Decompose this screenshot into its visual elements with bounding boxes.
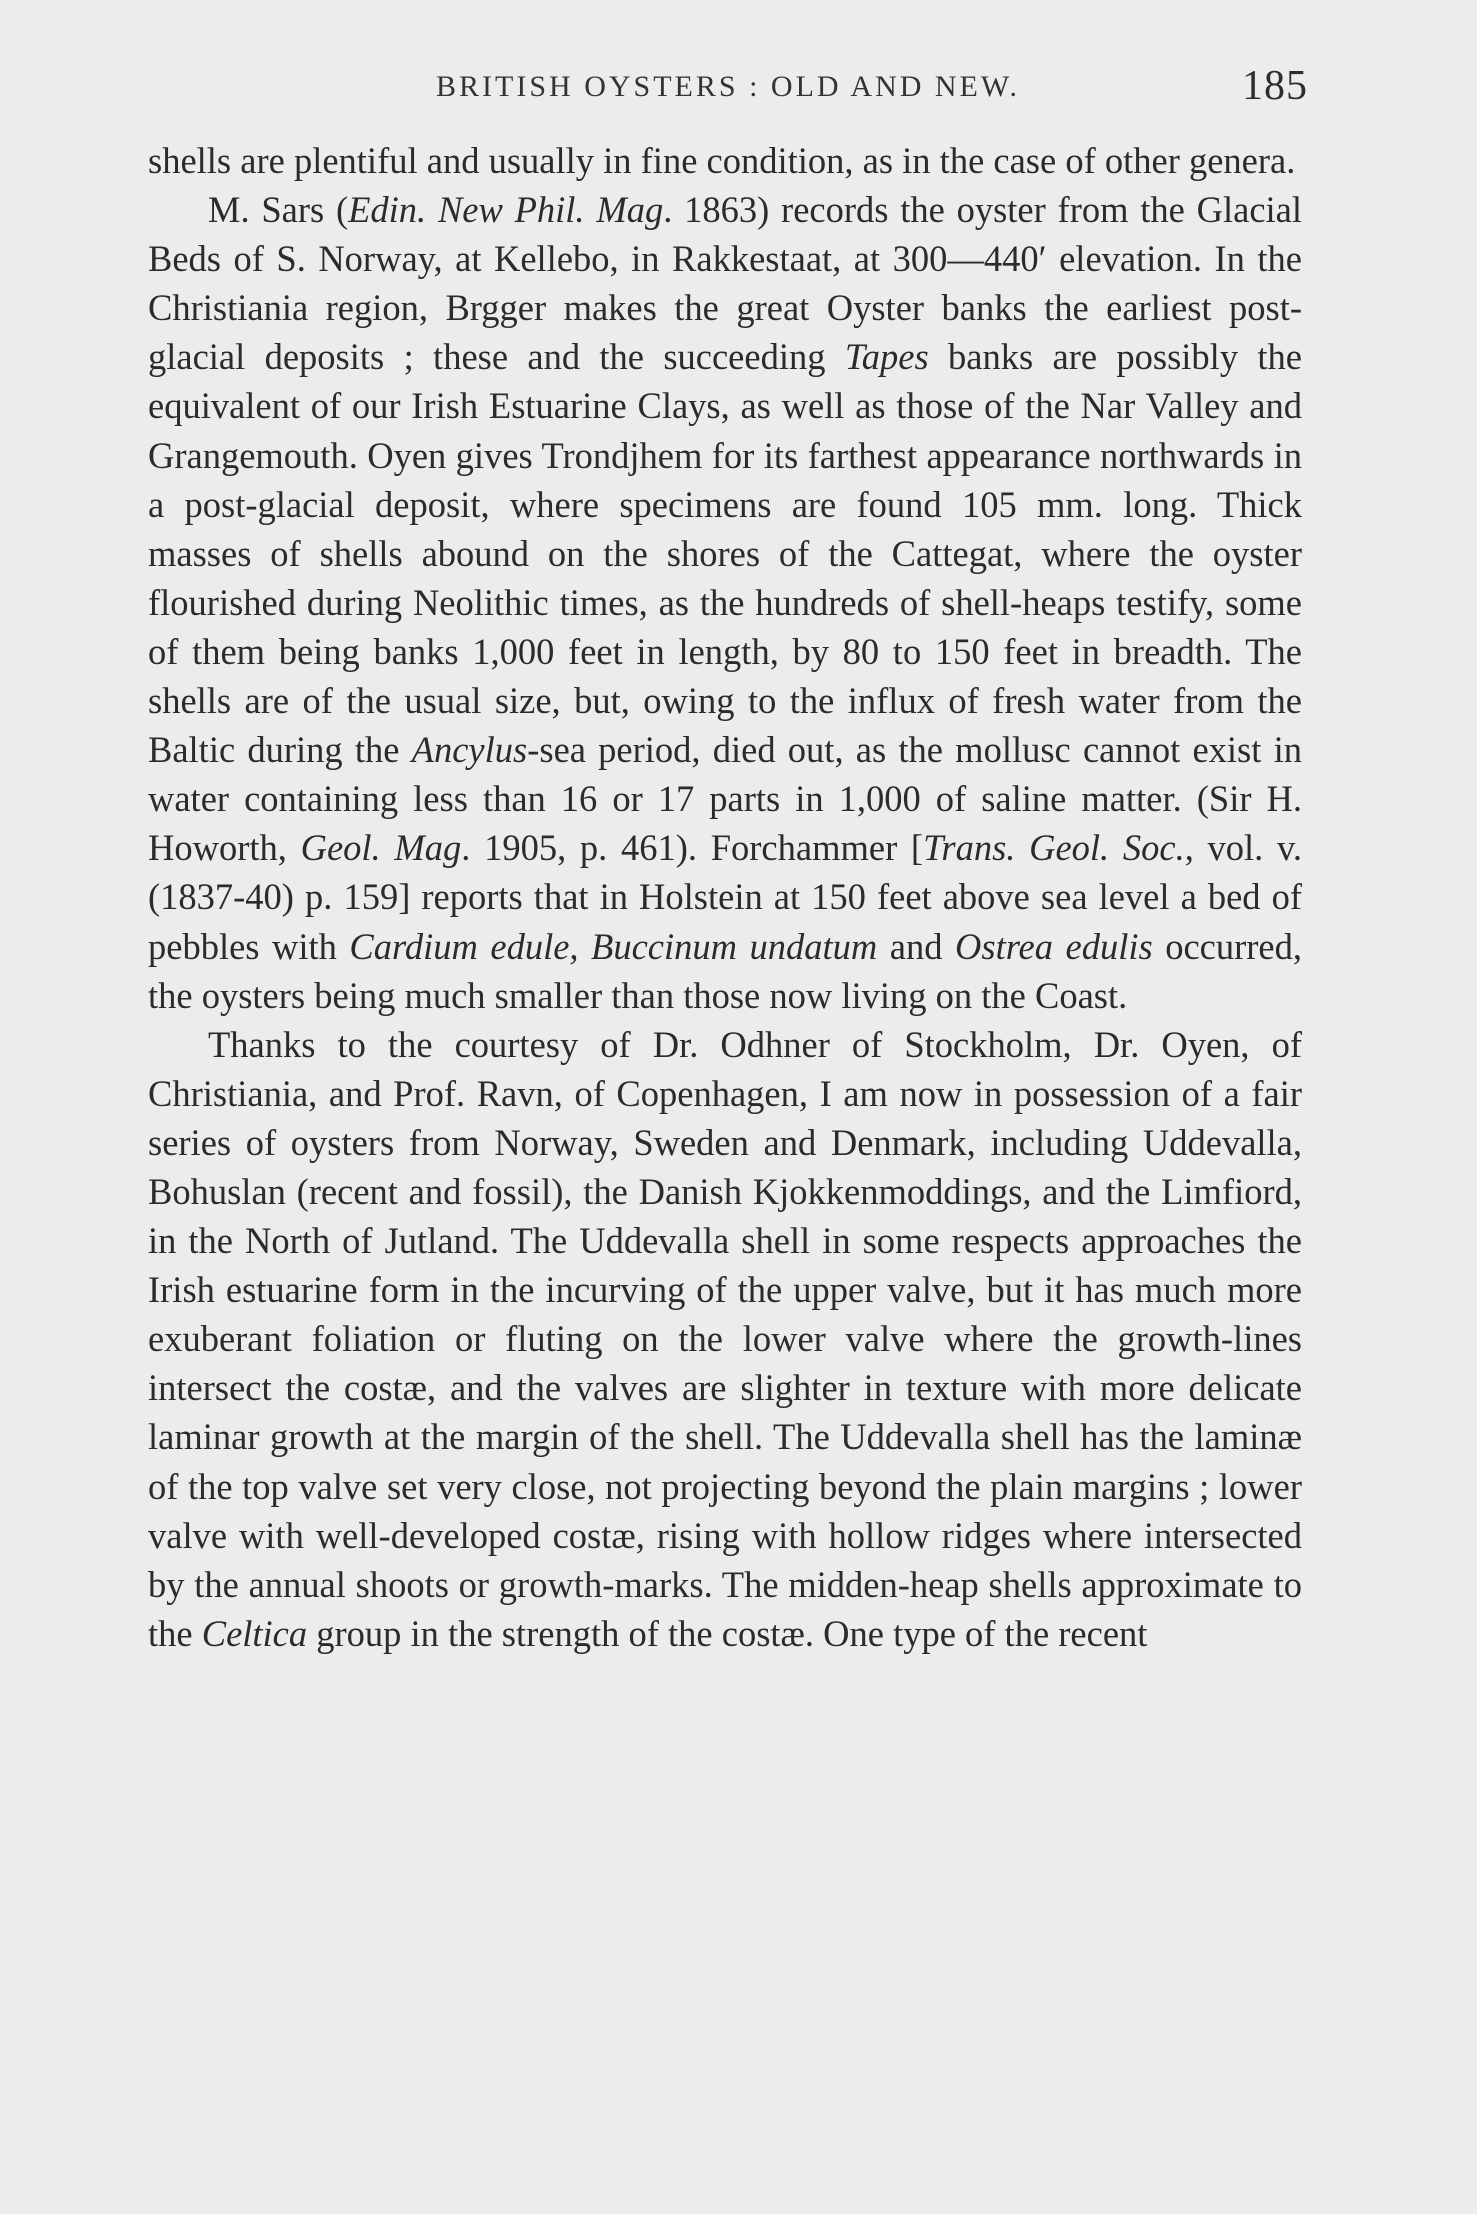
italic-run: Cardium edule, Buccinum undatum <box>349 925 878 967</box>
text-run: shells are plentiful and usually in fine condition, as in the case of other genera. <box>148 140 1296 181</box>
text-run: occurred, the oysters being much smaller than those now living on the Coast. <box>148 925 1302 1016</box>
paragraph-odhner-series <box>148 1020 1302 1658</box>
italic-run: Tapes <box>844 336 929 378</box>
text-run: and <box>877 925 955 967</box>
paragraph-sars-norway <box>148 185 1302 1020</box>
paragraph-continuation <box>148 136 1302 185</box>
text-run: -sea period, died out, as the mollusc cannot exist in water containing less than 16 or 17 parts in 1,000 of saline matter. (Sir H. Howorth, <box>148 729 1302 869</box>
text-run: Thanks to the courtesy of Dr. Odhner of Stockholm, Dr. Oyen, of Christiania, and Prof. Ravn, of Copenhagen, I am now in possession of a fair series of oysters from Norway, Sweden and Denmark, including Uddevalla, Bohuslan (recent and fossil), the Danish Kjokkenmoddings, and the Limfiord, in the North of Jutland. The Uddevalla shell in some respects approaches the Irish estuarine form in the incurving of the upper valve, but it has much more exuberant foliation or fluting on the lower valve where the growth-lines intersect the costæ, and the valves are slighter in texture with more delicate laminar growth at the margin of the shell. The Uddevalla shell has the laminæ of the top valve set very close, not projecting beyond the plain margins ; lower valve with well-developed costæ, rising with hollow ridges where intersected by the annual shoots or growth-marks. The midden-heap shells approximate to the <box>148 1023 1302 1654</box>
text-run: . 1905, p. 461). Forchammer [ <box>461 827 924 869</box>
page-number: 185 <box>1242 63 1308 109</box>
text-run: , vol. v. (1837-40) p. 159] reports that in Holstein at 150 feet above sea level a bed of pebbles with <box>148 827 1302 967</box>
italic-run: Geol. Mag <box>300 827 462 869</box>
text-run: . 1863) records the oyster from the Glacial Beds of S. Norway, at Kellebo, in Rakkestaat, at 300—440′ elevation. In the Christiania region, Brgger makes the great Oyster banks the earliest post-glacial deposits ; these and the succeeding <box>148 189 1302 378</box>
body-text <box>148 136 1302 1658</box>
italic-run: Edin. New Phil. Mag <box>348 189 664 231</box>
running-title: BRITISH OYSTERS : OLD AND NEW. <box>436 70 1020 103</box>
text-run: banks are possibly the equivalent of our Irish Estuarine Clays, as well as those of the Nar Valley and Grangemouth. Oyen gives Trondjhem for its farthest appearance northwards in a post-glacial deposit, where specimens are found 105 mm. long. Thick masses of shells abound on the shores of the Cattegat, where the oyster flourished during Neolithic times, as the hundreds of shell-heaps testify, some of them being banks 1,000 feet in length, by 80 to 150 feet in breadth. The shells are of the usual size, but, owing to the influx of fresh water from the Baltic during the <box>148 336 1302 771</box>
text-run: M. Sars ( <box>208 189 349 231</box>
italic-run: Celtica <box>201 1612 308 1654</box>
running-head <box>148 62 1308 122</box>
italic-run: Trans. Geol. Soc. <box>923 827 1185 869</box>
italic-run: Ostrea edulis <box>955 925 1153 967</box>
text-run: group in the strength of the costæ. One type of the recent <box>307 1612 1148 1654</box>
italic-run: Ancylus <box>411 729 528 771</box>
